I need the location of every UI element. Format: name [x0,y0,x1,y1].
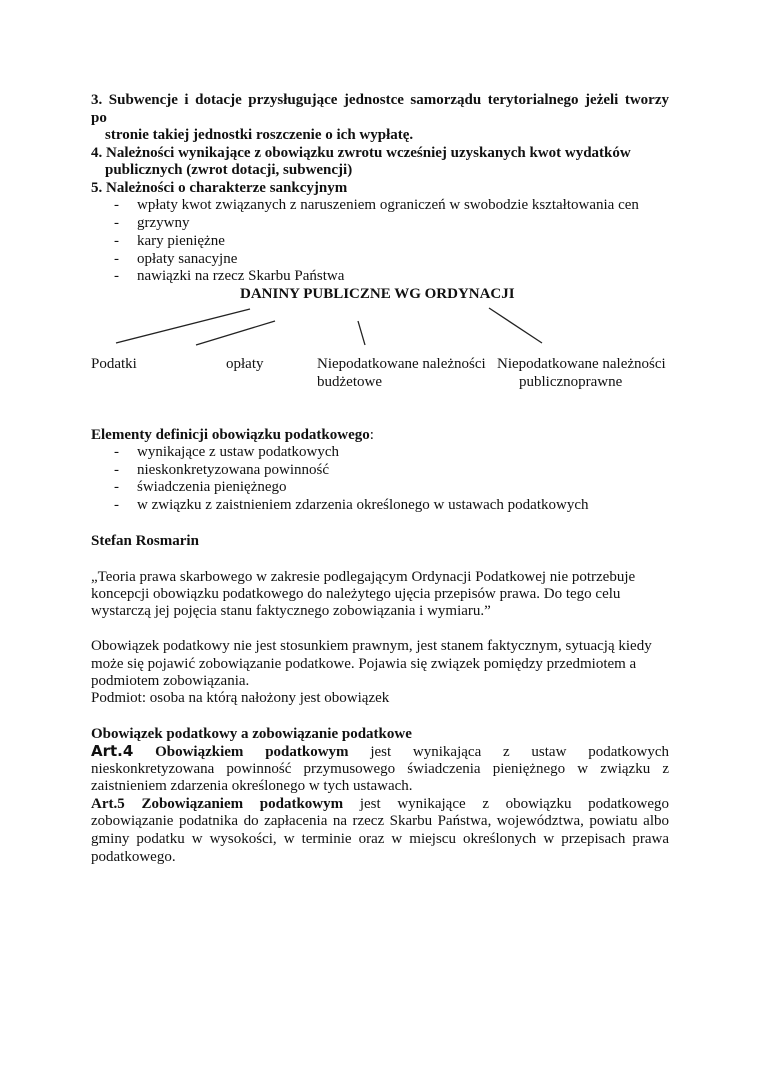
bullet-dash: - [114,268,119,284]
elements-heading: Elementy definicji obowiązku podatkowego: [91,427,374,443]
item3-line2: po [91,110,107,126]
bullet-dash: - [114,233,119,249]
bullet-dash: - [114,215,119,231]
item3-line1: 3. Subwencje i dotacje przysługujące jednostce samorządu terytorialnego jeżeli tworzy [91,92,669,108]
sanction-item: grzywny [137,215,190,231]
author-name: Stefan Rosmarin [91,533,199,549]
art4-line1: Art.4 Obowiązkiem podatkowym jest wynikająca z ustaw podatkowych [91,742,670,760]
node-oplaty: opłaty [226,356,264,372]
paragraph-line: Podmiot: osoba na którą nałożony jest obowiązek [91,690,390,706]
bullet-dash: - [114,462,119,478]
item4-line1: 4. Należności wynikające z obowiązku zwrotu wcześniej uzyskanych kwot wydatków [91,145,631,161]
art4-line2: nieskonkretyzowana powinność przymusowego świadczenia pieniężnego w związku z [91,761,669,777]
node-budzetowe-1: Niepodatkowane należności [317,356,486,372]
item3-line3: stronie takiej jednostki roszczenie o ich wypłatę. [105,127,414,143]
sanction-item: wpłaty kwot związanych z naruszeniem ograniczeń w swobodzie kształtowania cen [137,197,639,213]
bullet-dash: - [114,251,119,267]
node-publicznoprawne-2: publicznoprawne [519,374,623,390]
connector-line [489,308,542,343]
sanction-item: kary pieniężne [137,233,225,249]
element-item: w związku z zaistnieniem zdarzenia określonego w ustawach podatkowych [137,497,589,513]
art5-line1: Art.5 Zobowiązaniem podatkowym jest wynikające z obowiązku podatkowego [91,796,669,812]
bullet-dash: - [114,444,119,460]
bullet-dash: - [114,497,119,513]
section-heading: Obowiązek podatkowy a zobowiązanie podatkowe [91,726,412,742]
item5: 5. Należności o charakterze sankcyjnym [91,180,348,196]
art5-line4: podatkowego. [91,849,176,865]
node-podatki: Podatki [91,356,137,372]
diagram-title: DANINY PUBLICZNE WG ORDYNACJI [240,286,515,302]
bullet-dash: - [114,479,119,495]
node-budzetowe-2: budżetowe [317,374,382,390]
paragraph-line: Obowiązek podatkowy nie jest stosunkiem prawnym, jest stanem faktycznym, sytuacją kiedy [91,638,652,654]
art5-line3: gminy podatku w wysokości, w terminie oraz w miejscu określonych w przepisach prawa [91,831,669,847]
element-item: świadczenia pieniężnego [137,479,287,495]
paragraph-line: może się pojawić zobowiązanie podatkowe. Pojawia się związek pomiędzy przedmiotem a [91,656,637,672]
connector-line [196,321,275,345]
item4-line2: publicznych (zwrot dotacji, subwencji) [105,162,353,178]
sanction-item: opłaty sanacyjne [137,251,238,267]
art4-line3: zaistnieniem zdarzenia określonego w tych ustawach. [91,778,413,794]
quote-line: koncepcji obowiązku podatkowego do należytego ujęcia przepisów prawa. Do tego celu [91,586,621,602]
sanction-item: nawiązki na rzecz Skarbu Państwa [137,268,345,284]
quote-line: „Teoria prawa skarbowego w zakresie podlegającym Ordynacji Podatkowej nie potrzebuje [91,569,636,585]
paragraph-line: podmiotem zobowiązania. [91,673,250,689]
element-item: nieskonkretyzowana powinność [137,462,330,478]
connector-line [116,309,250,343]
node-publicznoprawne-1: Niepodatkowane należności [497,356,666,372]
quote-line: wystarczą jej pojęcia stanu faktycznego zobowiązania i wymiaru.” [91,603,491,619]
connector-line [358,321,365,345]
element-item: wynikające z ustaw podatkowych [137,444,340,460]
bullet-dash: - [114,197,119,213]
art5-line2: zobowiązanie podatnika do zapłacenia na rzecz Skarbu Państwa, województwa, powiatu albo [91,813,669,829]
